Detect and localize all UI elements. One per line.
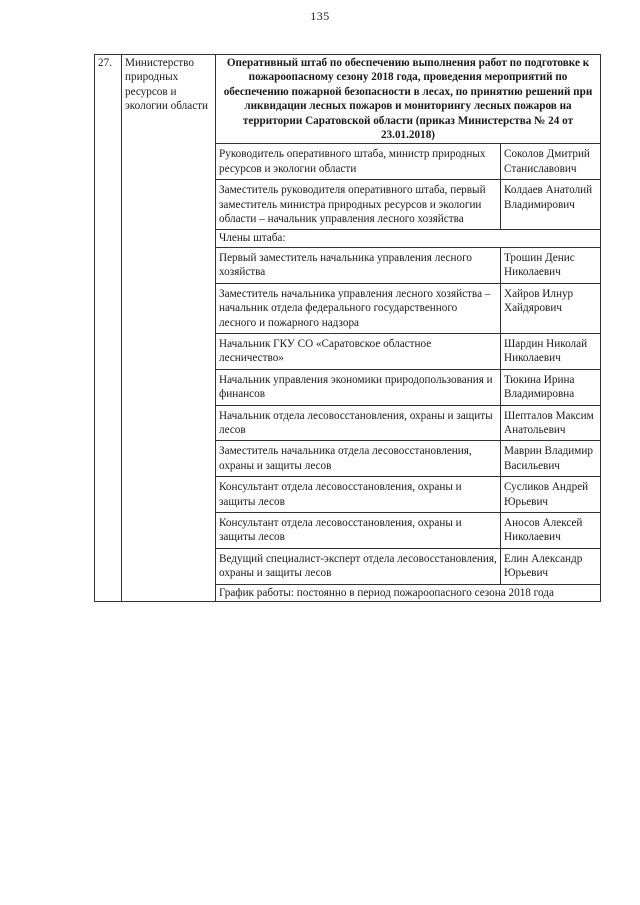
name-cell: Сусликов Андрей Юрьевич	[501, 477, 601, 513]
position-cell: Начальник ГКУ СО «Саратовское областное лесничество»	[216, 333, 501, 369]
position-cell: Первый заместитель начальника управления лесного хозяйства	[216, 247, 501, 283]
name-cell: Елин Александр Юрьевич	[501, 548, 601, 584]
name-cell: Маврин Владимир Васильевич	[501, 441, 601, 477]
name-cell: Шепталов Максим Анатольевич	[501, 405, 601, 441]
name-cell: Колдаев Анатолий Владимирович	[501, 180, 601, 230]
name-cell: Аносов Алексей Николаевич	[501, 512, 601, 548]
name-cell: Трошин Денис Николаевич	[501, 247, 601, 283]
position-cell: Руководитель оперативного штаба, министр природных ресурсов и экологии области	[216, 144, 501, 180]
position-cell: Консультант отдела лесовосстановления, охраны и защиты лесов	[216, 477, 501, 513]
organization-cell: Министерство природных ресурсов и экологии области	[122, 55, 216, 602]
position-cell: Заместитель руководителя оперативного штаба, первый заместитель министра природных ресурсов и экологии области – начальник управления лесного хозяйства	[216, 180, 501, 230]
heading-row	[95, 55, 601, 144]
position-cell: Заместитель начальника отдела лесовосстановления, охраны и защиты лесов	[216, 441, 501, 477]
position-cell: Начальник управления экономики природопользования и финансов	[216, 369, 501, 405]
name-cell: Шардин Николай Николаевич	[501, 333, 601, 369]
page-number: 135	[310, 9, 330, 23]
schedule-text: График работы: постоянно в период пожароопасного сезона 2018 года	[216, 584, 601, 601]
name-cell: Хайров Илнур Хайдярович	[501, 283, 601, 333]
name-cell: Соколов Дмитрий Станиславович	[501, 144, 601, 180]
position-cell: Начальник отдела лесовосстановления, охраны и защиты лесов	[216, 405, 501, 441]
members-label: Члены штаба:	[216, 230, 601, 247]
position-cell: Консультант отдела лесовосстановления, охраны и защиты лесов	[216, 512, 501, 548]
name-cell: Тюкина Ирина Владимировна	[501, 369, 601, 405]
row-number: 27.	[95, 55, 122, 602]
staff-table	[94, 54, 601, 602]
position-cell: Заместитель начальника управления лесного хозяйства – начальник отдела федерального государственного лесного и пожарного надзора	[216, 283, 501, 333]
staff-heading: Оперативный штаб по обеспечению выполнения работ по подготовке к пожароопасному сезону 2018 года, проведения мероприятий по обеспечению пожарной безопасности в лесах, по принятию решений при ликвидации лесных пожаров и мониторингу лесных пожаров на территории Саратовской области (приказ Министерства № 24 от 23.01.2018)	[216, 55, 601, 144]
position-cell: Ведущий специалист-эксперт отдела лесовосстановления, охраны и защиты лесов	[216, 548, 501, 584]
